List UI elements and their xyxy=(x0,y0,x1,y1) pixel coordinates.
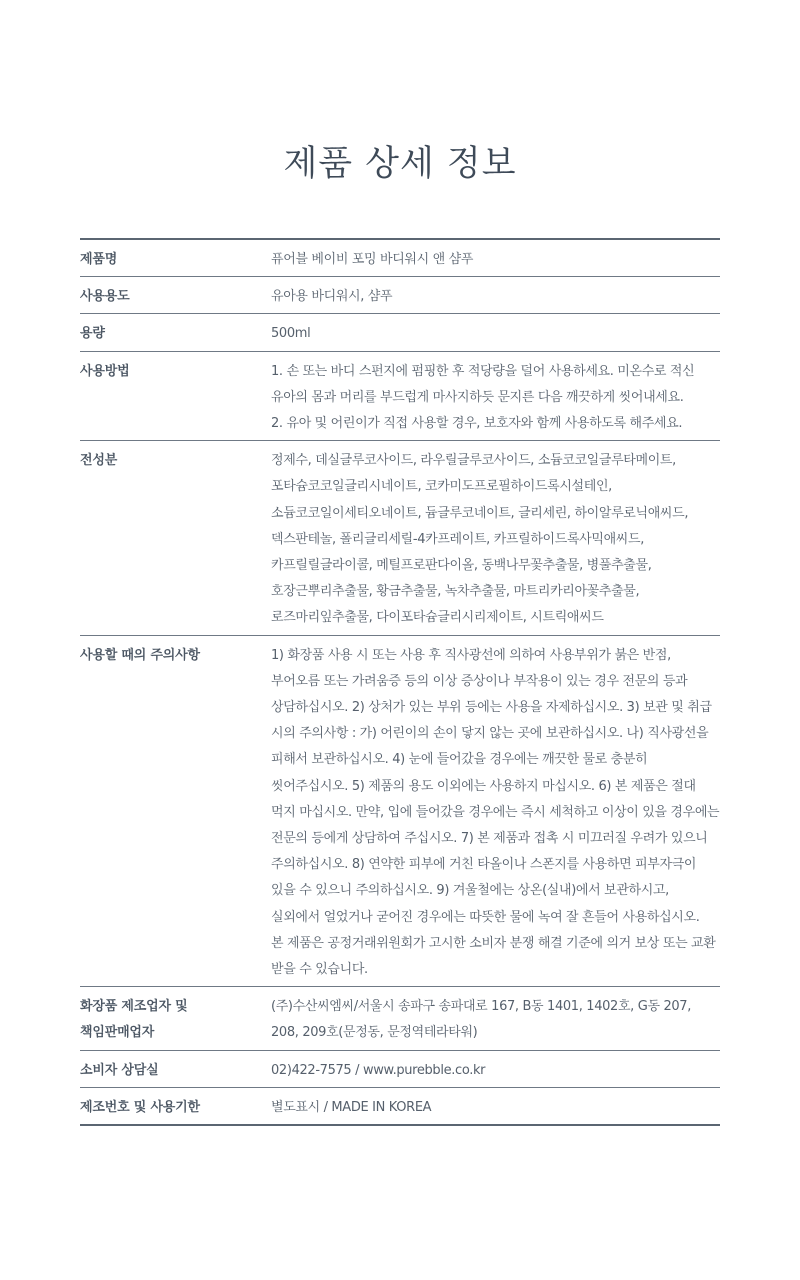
spec-label: 용량 xyxy=(80,326,105,342)
spec-row-product-name xyxy=(80,240,720,277)
spec-row-precautions xyxy=(80,636,720,988)
spec-value-line: (주)수산씨엠씨/서울시 송파구 송파대로 167, B동 1401, 1402호, G동 207, 208, 209호(문정동, 문정역테라타워) xyxy=(271,999,692,1041)
spec-value-line: 500ml xyxy=(271,326,311,342)
spec-value xyxy=(271,247,720,273)
spec-value-line: 퓨어블 베이비 포밍 바디워시 앤 샴푸 xyxy=(271,252,474,267)
spec-value-line: 02)422-7575 / www.purebble.co.kr xyxy=(271,1062,486,1078)
page-title: 제품 상세 정보 xyxy=(283,144,517,184)
spec-value-line: 별도표시 / MADE IN KOREA xyxy=(271,1099,432,1115)
spec-value-line: 1) 화장품 사용 시 또는 사용 후 직사광선에 의하여 사용부위가 붉은 반점, 부어오름 또는 가려움증 등의 이상 증상이나 부작용이 있는 경우 전문의 등과 상담하십시오. 2) 상처가 있는 부위 등에는 사용을 자제하십시오. 3) 보관 및 취급 시의 주의사항 : 가) 어린이의 손이 닿지 않는 곳에 보관하십시오. 나) 직사광선을 피해서 보관하십시오. 4) 눈에 들어갔을 경우에는 깨끗한 물로 충분히 씻어주십시오. 5) 제품의 용도 이외에는 사용하지 마십시오. 6) 본 제품은 절대 먹지 마십시오. 만약, 입에 들어갔을 경우에는 즉시 세척하고 이상이 있을 경우에는 전문의 등에게 상담하여 주십시오. 7) 본 제품과 접촉 시 미끄러질 우려가 있으니 주의하십시오. 8) 연약한 피부에 거친 타올이나 스폰지를 사용하면 피부자극이 있을 수 있으니 주의하십시오. 9) 겨울철에는 상온(실내)에서 보관하시고, 실외에서 얼었거나 굳어진 경우에는 따뜻한 물에 녹여 잘 흔들어 사용하십시오. xyxy=(271,647,720,925)
spec-row-volume xyxy=(80,314,720,351)
spec-value xyxy=(271,994,720,1046)
spec-row-customer-service xyxy=(80,1051,720,1088)
spec-value-line: 2. 유아 및 어린이가 직접 사용할 경우, 보호자와 함께 사용하도록 해주세요. xyxy=(271,416,683,432)
spec-label: 사용용도 xyxy=(80,289,130,305)
spec-label: 사용할 때의 주의사항 xyxy=(80,647,200,663)
spec-value xyxy=(271,1095,720,1121)
spec-label: 소비자 상담실 xyxy=(80,1062,159,1078)
spec-value-line: 1. 손 또는 바디 스펀지에 펌핑한 후 적당량을 덜어 사용하세요. 미온수로 적신 유아의 몸과 머리를 부드럽게 마사지하듯 문지른 다음 깨끗하게 씻어내세요. xyxy=(271,363,695,405)
spec-value xyxy=(271,284,720,310)
spec-label: 제품명 xyxy=(80,252,118,267)
spec-label: 화장품 제조업자 및 책임판매업자 xyxy=(80,999,188,1041)
spec-row-manufacturer xyxy=(80,987,720,1050)
spec-row-directions xyxy=(80,352,720,442)
spec-value xyxy=(271,359,720,438)
spec-row-lot-expiry xyxy=(80,1088,720,1124)
spec-value xyxy=(271,321,720,347)
spec-label: 제조번호 및 사용기한 xyxy=(80,1099,200,1115)
spec-row-ingredients xyxy=(80,441,720,635)
spec-value-line: 정제수, 데실글루코사이드, 라우릴글루코사이드, 소듐코코일글루타메이트, 포타슘코코일글리시네이트, 코카미도프로필하이드록시설테인, 소듐코코일이세티오네이트, 듐글루코네이트, 글리세린, 하이알루로닉애씨드, 덱스판테놀, 폴리글리세릴-4카프레이트, 카프릴하이드록사믹애씨드, 카프릴릴글라이콜, 메틸프로판다이올, 동백나무꽃추출물, 병풀추출물, 호장근뿌리추출물, 황금추출물, 녹차추출물, 마트리카리아꽃추출물, 로즈마리잎추출물, 다이포타슘글리시리제이트, 시트릭애씨드 xyxy=(271,453,689,626)
spec-value-line: 본 제품은 공정거래위원회가 고시한 소비자 분쟁 해결 기준에 의거 보상 또는 교환 받을 수 있습니다. xyxy=(271,935,716,978)
spec-value xyxy=(271,1058,720,1084)
spec-value xyxy=(271,643,720,984)
spec-value-line: 유아용 바디워시, 샴푸 xyxy=(271,289,393,305)
spec-value xyxy=(271,448,720,631)
spec-label: 전성분 xyxy=(80,453,118,469)
spec-label: 사용방법 xyxy=(80,363,130,379)
product-spec-table xyxy=(80,238,720,1126)
spec-row-usage xyxy=(80,277,720,314)
